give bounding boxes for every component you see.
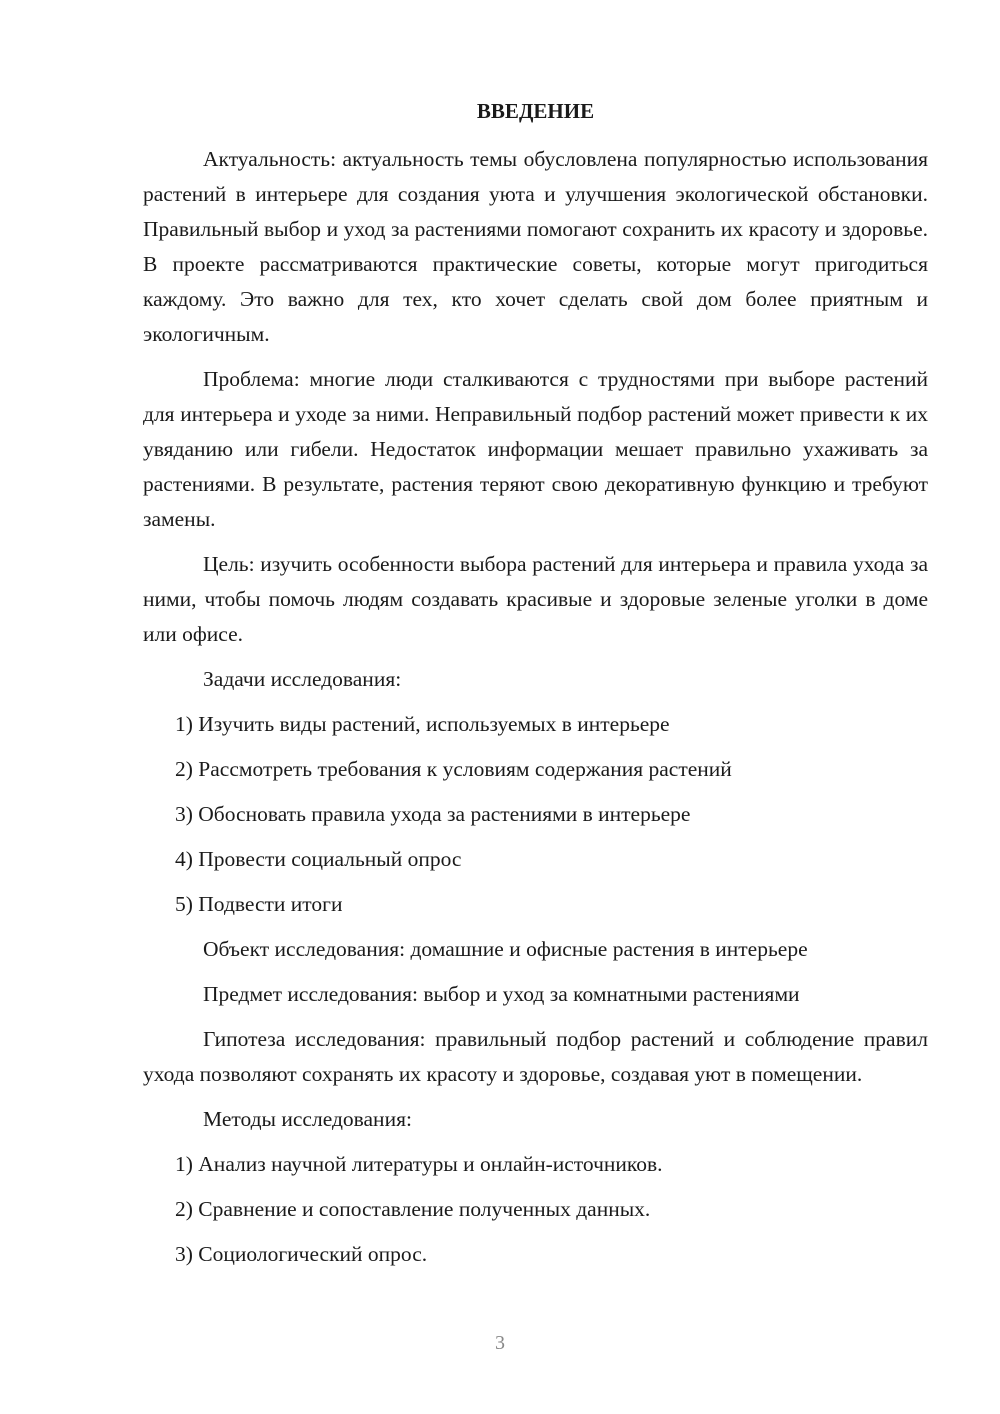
problem-paragraph: Проблема: многие люди сталкиваются с трудностями при выборе растений для интерьера и уходе за ними. Неправильный подбор растений может привести к их увяданию или гибели. Недостаток информации мешает правильно ухаживать за растениями. В результате, растения теряют свою декоративную функцию и требуют замены. bbox=[143, 367, 928, 531]
task-item: 1) Изучить виды растений, используемых в интерьере bbox=[175, 712, 670, 736]
task-item: 3) Обосновать правила ухода за растениями в интерьере bbox=[175, 802, 691, 826]
task-item: 4) Провести социальный опрос bbox=[175, 847, 462, 871]
section-title: ВВЕДЕНИЕ bbox=[476, 99, 595, 123]
relevance-paragraph: Актуальность: актуальность темы обусловлена популярностью использования растений в интерьере для создания уюта и улучшения экологической обстановки. Правильный выбор и уход за растениями помогают сохранить их красоту и здоровье. В проекте рассматриваются практические советы, которые могут пригодиться каждому. Это важно для тех, кто хочет сделать свой дом более приятным и экологичным. bbox=[143, 147, 928, 346]
task-item: 5) Подвести итоги bbox=[175, 892, 343, 916]
object-line: Объект исследования: домашние и офисные растения в интерьере bbox=[203, 937, 808, 961]
document-page bbox=[143, 96, 928, 1282]
method-item: 2) Сравнение и сопоставление полученных данных. bbox=[175, 1197, 651, 1221]
page-number: 3 bbox=[495, 1332, 505, 1354]
methods-heading: Методы исследования: bbox=[203, 1107, 412, 1131]
tasks-heading: Задачи исследования: bbox=[203, 667, 402, 691]
task-item: 2) Рассмотреть требования к условиям содержания растений bbox=[175, 757, 732, 781]
goal-paragraph: Цель: изучить особенности выбора растений для интерьера и правила ухода за ними, чтобы помочь людям создавать красивые и здоровые зеленые уголки в доме или офисе. bbox=[143, 552, 928, 646]
method-item: 1) Анализ научной литературы и онлайн-источников. bbox=[175, 1152, 663, 1176]
hypothesis-paragraph: Гипотеза исследования: правильный подбор растений и соблюдение правил ухода позволяют сохранять их красоту и здоровье, создавая уют в помещении. bbox=[143, 1027, 928, 1086]
subject-line: Предмет исследования: выбор и уход за комнатными растениями bbox=[203, 982, 800, 1006]
method-item: 3) Социологический опрос. bbox=[175, 1242, 428, 1266]
